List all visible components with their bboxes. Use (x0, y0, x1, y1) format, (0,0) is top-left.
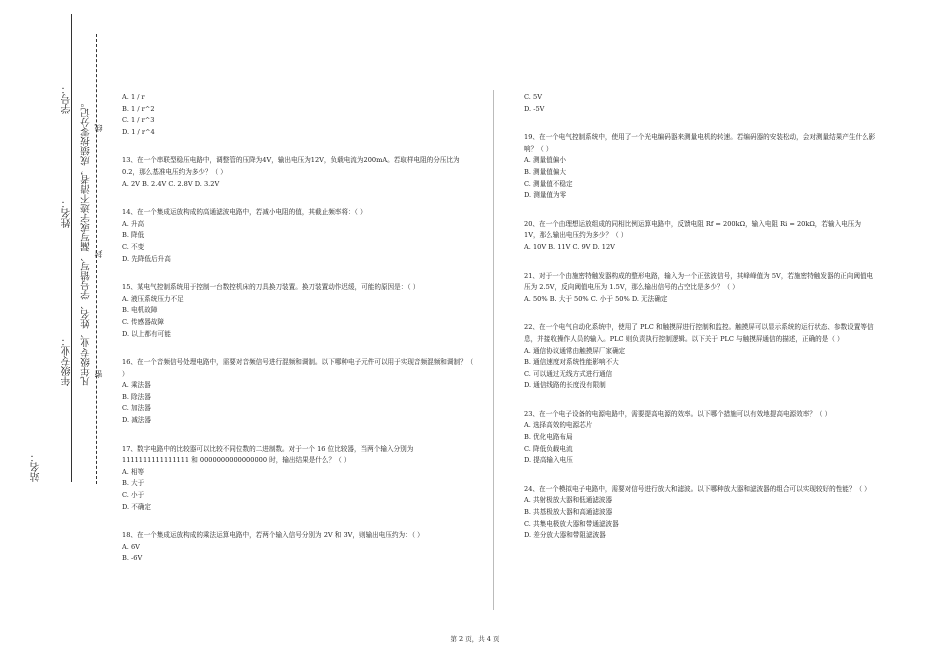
option-item: A. 相等 (122, 467, 145, 476)
question-text: 18、在一个集成运放构成的乘法运算电路中，若两个输入信号分别为 2V 和 3V，则输出电压约为：（ ） (122, 531, 424, 540)
question-text: 16、在一个音频信号处理电路中，需要对音频信号进行混频和调制。以下哪种电子元件可以用于实现音频混频和调制？（ ） (122, 358, 474, 378)
option-item: B. 大于 (122, 479, 145, 488)
option-item: C. 传感器故障 (122, 317, 164, 326)
question-text: 24、在一个模拟电子电路中，需要对信号进行放大和滤波。以下哪种放大器和滤波器的组合可以实现较好的性能？（ ） (524, 484, 871, 493)
question-block (122, 530, 474, 565)
question-block (122, 282, 474, 340)
option-item: D. -5V (524, 104, 545, 113)
page-footer: 第 2 页，共 4 页 (450, 635, 500, 643)
option-item: C. 5V (524, 93, 542, 101)
question-block (524, 484, 876, 542)
question-text: 17、数字电路中的比较器可以比较不同位数的二进制数。对于一个 16 位比较器，当两个输入分别为 1111111111111111 和 0000000000000000 时，输出结果是什么？（ ） (122, 444, 414, 465)
option-item: B. 1 / r^2 (122, 104, 155, 113)
option-item: D. 以上都有可能 (122, 329, 171, 338)
option-item: C. 1 / r^3 (122, 116, 155, 125)
option-item: D. 通信线路的长度没有限制 (524, 381, 606, 390)
question-text: 22、在一个电气自动化系统中，使用了 PLC 和触摸屏进行控制和监控。触摸屏可以显示系统的运行状态、参数设置等信息，并接收操作人员的输入。PLC 则负责执行控制逻辑。以下关于 PLC 与触摸屏通信的描述，正确的是（ ） (524, 323, 874, 343)
option-item: B. 电机故障 (122, 306, 158, 315)
option-item: C. 可以通过无线方式进行通信 (524, 369, 613, 378)
option-item: B. 通信速度对系统性能影响不大 (524, 358, 619, 367)
option-item: B. 测量值偏大 (524, 167, 567, 176)
option-item: D. 测量值为零 (524, 191, 567, 200)
question-text: 13、在一个串联型稳压电路中，调整管的压降为4V，输出电压为12V，负载电流为200mA。若取样电阻的分压比为0.2，那么基准电压约为多少？（ ） (122, 156, 460, 176)
option-item: A. 1 / r (122, 93, 145, 101)
option-item: C. 不变 (122, 242, 145, 251)
question-block (122, 444, 474, 514)
option-item: B. 共基极放大器和高通滤波器 (524, 508, 613, 517)
binding-instruction: 凡年级专业、姓名、学号错写、漏写或字迹不清者，成绩按零分记。 (81, 98, 92, 386)
option-item: D. 提高输入电压 (524, 456, 573, 465)
option-item: C. 加法器 (122, 404, 151, 413)
question-text: 21、对于一个由施密特触发器构成的整形电路，输入为一个正弦波信号，其峰峰值为 5V，若施密特触发器的正向阈值电压为 2.5V，反向阈值电压为 1.5V，那么输出信号的占空比是多少？（ ） (524, 271, 874, 292)
option-item: B. 降低 (122, 231, 145, 240)
question-text: 19、在一个电气控制系统中，使用了一个光电编码器来测量电机的转速。若编码器的安装松动，会对测量结果产生什么影响？（ ） (524, 133, 876, 153)
question-block (524, 322, 876, 392)
question-block (524, 92, 876, 115)
option-item: D. 不确定 (122, 502, 152, 511)
right-question-column (524, 92, 876, 548)
question-text: 14、在一个集成运放构成的高通滤波电路中，若减小电阻的值，其截止频率将：（ ） (122, 208, 367, 217)
option-item: A. 10V B. 11V C. 9V D. 12V (524, 242, 615, 251)
option-item: D. 1 / r^4 (122, 127, 155, 136)
column-divider (493, 90, 494, 610)
question-text: 15、某电气控制系统用于控制一台数控机床的刀具换刀装置。换刀装置动作迟缓，可能的原因是：（ ） (122, 283, 420, 292)
seal-mi-mark: 密 (94, 370, 103, 378)
option-item: D. 减法器 (122, 416, 152, 425)
option-item: A. 选择高效的电源芯片 (524, 421, 593, 430)
question-text: 20、在一个由理想运放组成的同相比例运算电路中，反馈电阻 Rf = 200kΩ，输入电阻 Ri = 20kΩ，若输入电压为 1V，那么输出电压约为多少？（ ） (524, 219, 861, 240)
option-item: A. 通信协议通常由触摸屏厂家确定 (524, 346, 626, 355)
question-block (122, 207, 474, 265)
binding-dash-line (96, 34, 97, 484)
option-item: B. -6V (122, 554, 143, 563)
option-item: B. 优化电路布局 (524, 433, 573, 442)
field-id-label: 学号： (62, 84, 73, 114)
option-item: C. 降低负载电流 (524, 444, 573, 453)
field-station-label: 站名： (31, 452, 42, 482)
question-block (122, 92, 474, 138)
seal-xian-mark: 线 (94, 124, 103, 132)
binding-margin (0, 0, 110, 672)
option-item: A. 乘法器 (122, 381, 151, 390)
question-block (122, 357, 474, 427)
option-item: A. 6V (122, 542, 140, 551)
question-block (524, 219, 876, 254)
option-item: A. 升高 (122, 219, 145, 228)
option-item: B. 除法器 (122, 392, 151, 401)
field-name-label: 姓名： (62, 198, 73, 228)
option-item: A. 2V B. 2.4V C. 2.8V D. 3.2V (122, 179, 220, 188)
seal-feng-mark: 封 (94, 250, 103, 258)
question-block (524, 271, 876, 306)
question-block (524, 409, 876, 467)
left-question-column (122, 92, 474, 571)
option-item: C. 测量值不稳定 (524, 179, 573, 188)
option-item: A. 共射极放大器和低通滤波器 (524, 496, 613, 505)
option-item: A. 测量值偏小 (524, 156, 566, 165)
question-text: 23、在一个电子设备的电源电路中，需要提高电源的效率。以下哪个措施可以有效地提高电源效率？（ ） (524, 409, 832, 418)
option-item: A. 液压系统压力不足 (122, 294, 184, 303)
question-block (524, 132, 876, 202)
question-block (122, 155, 474, 190)
option-item: D. 先降低后升高 (122, 254, 171, 263)
option-item: A. 50% B. 大于 50% C. 小于 50% D. 无法确定 (524, 294, 668, 303)
option-item: D. 差分放大器和带阻滤波器 (524, 531, 606, 540)
option-item: C. 小于 (122, 491, 145, 500)
option-item: C. 共集电极放大器和带通滤波器 (524, 519, 619, 528)
field-major-label: 年级专业： (62, 336, 73, 386)
